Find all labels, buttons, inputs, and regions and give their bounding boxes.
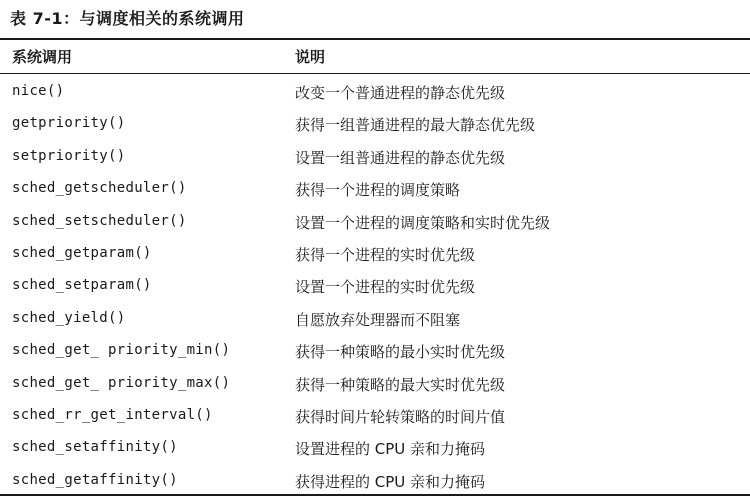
system-call-name: sched_setaffinity() [12, 439, 178, 456]
system-call-name: sched_getparam() [12, 244, 152, 261]
system-call-description: 获得一组普通进程的最大静态优先级 [295, 116, 536, 135]
table-row [0, 145, 750, 177]
system-call-name: sched_getscheduler() [12, 180, 187, 197]
system-call-description: 设置一个进程的调度策略和实时优先级 [295, 213, 551, 232]
system-call-description: 设置一组普通进程的静态优先级 [295, 148, 506, 167]
system-call-description: 获得一种策略的最大实时优先级 [295, 375, 506, 394]
system-call-name: setpriority() [12, 147, 126, 164]
system-call-description: 获得时间片轮转策略的时间片值 [295, 407, 506, 426]
system-call-description: 自愿放弃处理器而不阻塞 [295, 310, 461, 329]
table-row [0, 177, 750, 209]
system-call-name: sched_yield() [12, 309, 126, 326]
system-call-description: 改变一个普通进程的静态优先级 [295, 84, 506, 102]
system-call-name: nice() [12, 83, 65, 99]
system-call-name: sched_get_ priority_max() [12, 374, 231, 391]
table-row [0, 372, 750, 404]
table-row [0, 469, 750, 501]
system-call-name: getpriority() [12, 115, 126, 132]
table-row [0, 436, 750, 468]
table-row [0, 210, 750, 242]
system-call-description: 获得进程的 CPU 亲和力掩码 [295, 472, 486, 491]
table-row [0, 80, 750, 112]
table-body [0, 80, 750, 501]
system-call-name: sched_getaffinity() [12, 471, 178, 488]
system-call-name: sched_get_ priority_min() [12, 342, 231, 359]
system-call-description: 获得一个进程的调度策略 [295, 181, 461, 200]
header-system-call: 系统调用 [12, 48, 73, 66]
system-call-name: sched_rr_get_interval() [12, 406, 213, 423]
table-row [0, 307, 750, 339]
table-bottom-rule [0, 494, 750, 496]
table-row [0, 339, 750, 371]
table-row [0, 404, 750, 436]
system-call-description: 获得一个进程的实时优先级 [295, 245, 476, 264]
table-row [0, 274, 750, 306]
header-description: 说明 [295, 48, 326, 66]
table-top-rule [0, 38, 750, 40]
system-call-description: 获得一种策略的最小实时优先级 [295, 343, 506, 362]
system-call-name: sched_setparam() [12, 277, 152, 294]
table-row [0, 242, 750, 274]
table-row [0, 112, 750, 144]
system-call-name: sched_setscheduler() [12, 212, 187, 229]
system-call-description: 设置进程的 CPU 亲和力掩码 [295, 440, 486, 459]
table-caption: 表 7-1：与调度相关的系统调用 [10, 9, 245, 28]
table-header-rule [0, 73, 750, 74]
system-call-description: 设置一个进程的实时优先级 [295, 278, 476, 297]
